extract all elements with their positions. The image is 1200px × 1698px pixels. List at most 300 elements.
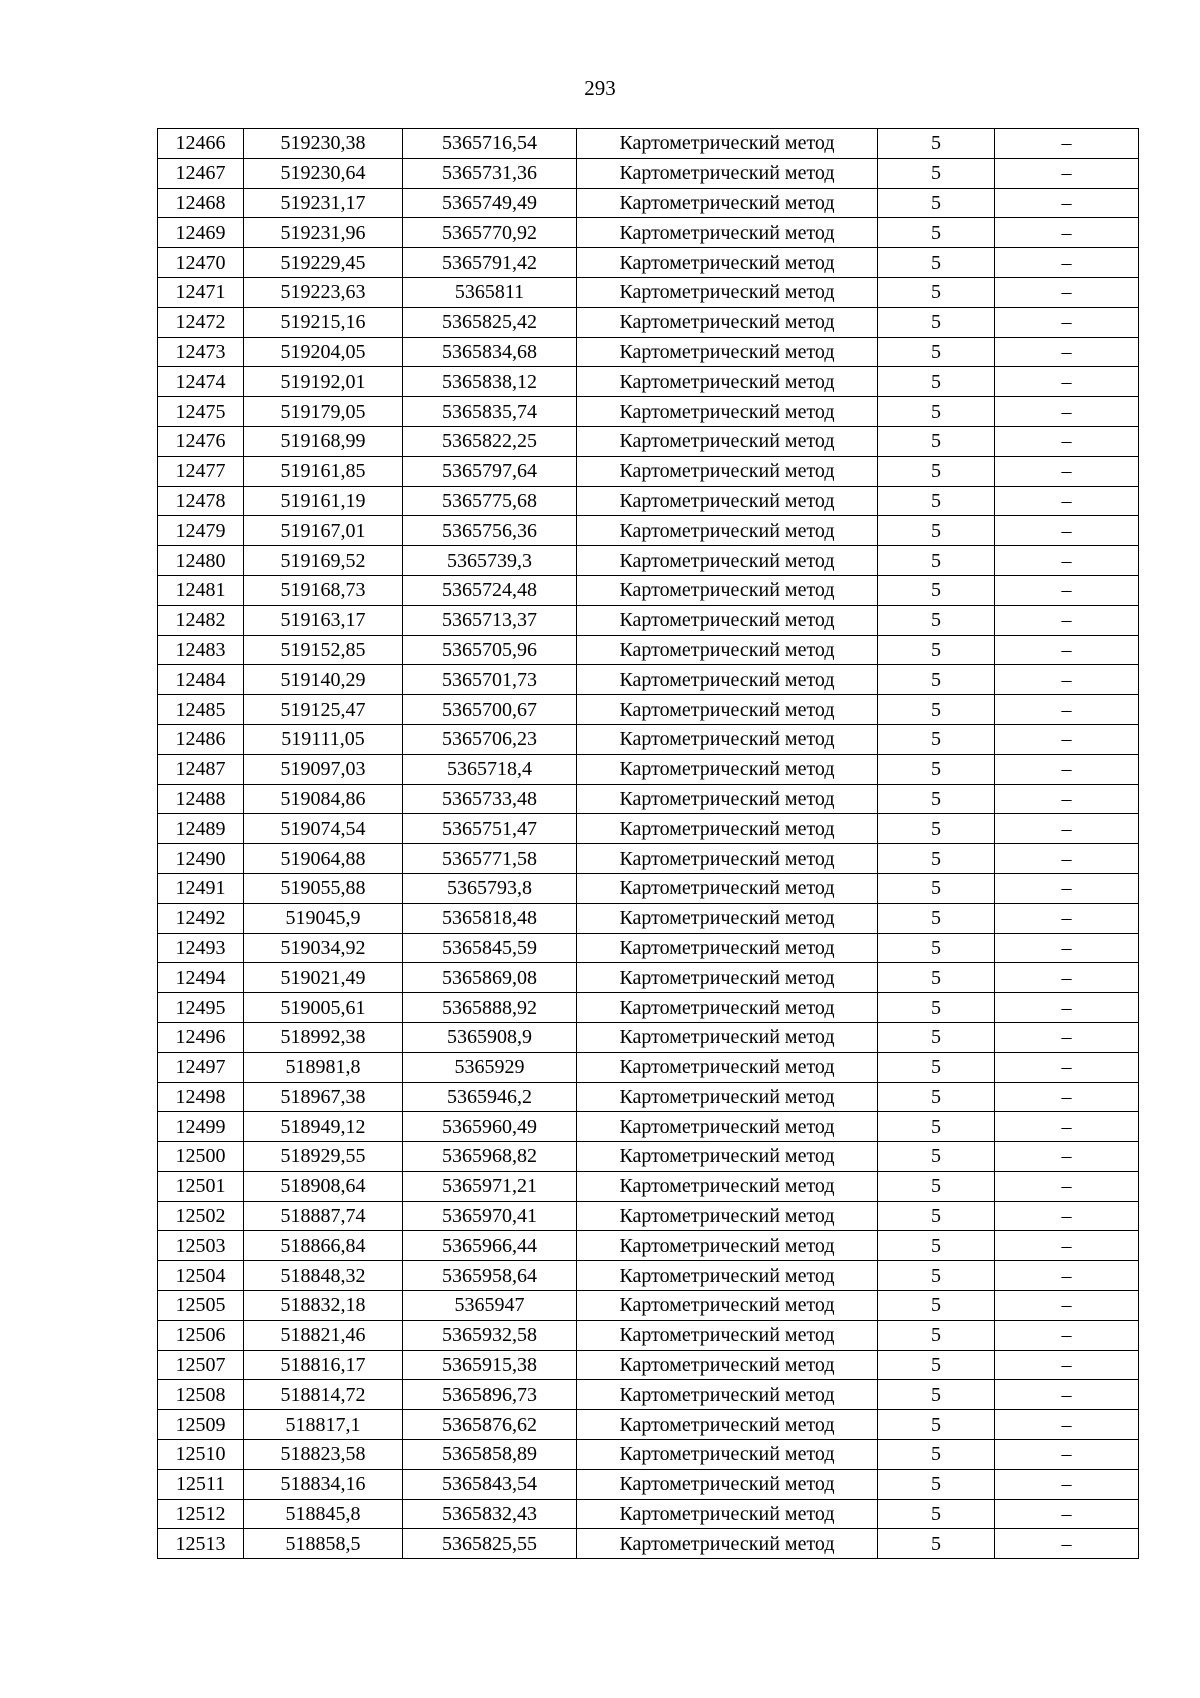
y-coordinate-cell: 5365701,73 [403,665,577,695]
method-cell: Картометрический метод [577,933,878,963]
method-cell: Картометрический метод [577,903,878,933]
accuracy-cell: 5 [878,784,995,814]
x-coordinate-cell: 519055,88 [244,873,403,903]
method-cell: Картометрический метод [577,1201,878,1231]
description-cell: – [995,1529,1139,1559]
method-cell: Картометрический метод [577,695,878,725]
description-cell: – [995,546,1139,576]
table-row [158,1142,1139,1172]
table-row [158,1440,1139,1470]
table-row [158,158,1139,188]
table-row [158,1410,1139,1440]
x-coordinate-cell: 519097,03 [244,754,403,784]
method-cell: Картометрический метод [577,1410,878,1440]
method-cell: Картометрический метод [577,367,878,397]
point-number-cell: 12482 [158,605,244,635]
table-row [158,456,1139,486]
description-cell: – [995,367,1139,397]
x-coordinate-cell: 518929,55 [244,1142,403,1172]
x-coordinate-cell: 519179,05 [244,397,403,427]
description-cell: – [995,695,1139,725]
accuracy-cell: 5 [878,129,995,159]
page-number: 293 [584,76,616,100]
x-coordinate-cell: 518967,38 [244,1082,403,1112]
table-row [158,993,1139,1023]
y-coordinate-cell: 5365947 [403,1291,577,1321]
y-coordinate-cell: 5365929 [403,1052,577,1082]
description-cell: – [995,1261,1139,1291]
table-row [158,784,1139,814]
y-coordinate-cell: 5365724,48 [403,575,577,605]
accuracy-cell: 5 [878,1440,995,1470]
accuracy-cell: 5 [878,397,995,427]
accuracy-cell: 5 [878,1529,995,1559]
table-row [158,218,1139,248]
method-cell: Картометрический метод [577,1142,878,1172]
method-cell: Картометрический метод [577,1350,878,1380]
description-cell: – [995,426,1139,456]
description-cell: – [995,903,1139,933]
point-number-cell: 12502 [158,1201,244,1231]
table-row [158,426,1139,456]
table-row [158,1469,1139,1499]
accuracy-cell: 5 [878,903,995,933]
description-cell: – [995,1410,1139,1440]
accuracy-cell: 5 [878,218,995,248]
accuracy-cell: 5 [878,307,995,337]
accuracy-cell: 5 [878,1171,995,1201]
y-coordinate-cell: 5365706,23 [403,724,577,754]
point-number-cell: 12493 [158,933,244,963]
accuracy-cell: 5 [878,1261,995,1291]
accuracy-cell: 5 [878,277,995,307]
x-coordinate-cell: 518949,12 [244,1112,403,1142]
y-coordinate-cell: 5365835,74 [403,397,577,427]
method-cell: Картометрический метод [577,397,878,427]
point-number-cell: 12507 [158,1350,244,1380]
method-cell: Картометрический метод [577,814,878,844]
accuracy-cell: 5 [878,158,995,188]
method-cell: Картометрический метод [577,605,878,635]
x-coordinate-cell: 518866,84 [244,1231,403,1261]
table-row [158,754,1139,784]
y-coordinate-cell: 5365733,48 [403,784,577,814]
table-row [158,277,1139,307]
accuracy-cell: 5 [878,814,995,844]
y-coordinate-cell: 5365968,82 [403,1142,577,1172]
x-coordinate-cell: 519229,45 [244,248,403,278]
method-cell: Картометрический метод [577,337,878,367]
table-row [158,367,1139,397]
accuracy-cell: 5 [878,1291,995,1321]
y-coordinate-cell: 5365946,2 [403,1082,577,1112]
method-cell: Картометрический метод [577,1529,878,1559]
method-cell: Картометрический метод [577,724,878,754]
method-cell: Картометрический метод [577,1320,878,1350]
y-coordinate-cell: 5365958,64 [403,1261,577,1291]
method-cell: Картометрический метод [577,546,878,576]
x-coordinate-cell: 519231,96 [244,218,403,248]
point-number-cell: 12489 [158,814,244,844]
method-cell: Картометрический метод [577,1171,878,1201]
description-cell: – [995,635,1139,665]
point-number-cell: 12467 [158,158,244,188]
description-cell: – [995,814,1139,844]
accuracy-cell: 5 [878,1380,995,1410]
table-row [158,307,1139,337]
table-row [158,188,1139,218]
point-number-cell: 12501 [158,1171,244,1201]
point-number-cell: 12492 [158,903,244,933]
method-cell: Картометрический метод [577,426,878,456]
point-number-cell: 12484 [158,665,244,695]
x-coordinate-cell: 518832,18 [244,1291,403,1321]
method-cell: Картометрический метод [577,784,878,814]
point-number-cell: 12498 [158,1082,244,1112]
x-coordinate-cell: 519111,05 [244,724,403,754]
table-row [158,695,1139,725]
y-coordinate-cell: 5365832,43 [403,1499,577,1529]
y-coordinate-cell: 5365791,42 [403,248,577,278]
point-number-cell: 12494 [158,963,244,993]
x-coordinate-cell: 518845,8 [244,1499,403,1529]
table-row [158,814,1139,844]
point-number-cell: 12486 [158,724,244,754]
y-coordinate-cell: 5365770,92 [403,218,577,248]
point-number-cell: 12497 [158,1052,244,1082]
point-number-cell: 12485 [158,695,244,725]
table-row [158,1380,1139,1410]
table-row [158,1350,1139,1380]
y-coordinate-cell: 5365811 [403,277,577,307]
x-coordinate-cell: 519168,99 [244,426,403,456]
method-cell: Картометрический метод [577,754,878,784]
table-row [158,605,1139,635]
method-cell: Картометрический метод [577,873,878,903]
description-cell: – [995,456,1139,486]
point-number-cell: 12470 [158,248,244,278]
y-coordinate-cell: 5365718,4 [403,754,577,784]
accuracy-cell: 5 [878,665,995,695]
description-cell: – [995,516,1139,546]
table-row [158,516,1139,546]
x-coordinate-cell: 519223,63 [244,277,403,307]
x-coordinate-cell: 518814,72 [244,1380,403,1410]
point-number-cell: 12471 [158,277,244,307]
point-number-cell: 12505 [158,1291,244,1321]
table-row [158,337,1139,367]
accuracy-cell: 5 [878,456,995,486]
point-number-cell: 12513 [158,1529,244,1559]
description-cell: – [995,1171,1139,1201]
accuracy-cell: 5 [878,516,995,546]
y-coordinate-cell: 5365797,64 [403,456,577,486]
y-coordinate-cell: 5365705,96 [403,635,577,665]
table-row [158,1022,1139,1052]
x-coordinate-cell: 518992,38 [244,1022,403,1052]
x-coordinate-cell: 519161,19 [244,486,403,516]
y-coordinate-cell: 5365756,36 [403,516,577,546]
x-coordinate-cell: 518887,74 [244,1201,403,1231]
y-coordinate-cell: 5365775,68 [403,486,577,516]
accuracy-cell: 5 [878,546,995,576]
x-coordinate-cell: 519140,29 [244,665,403,695]
description-cell: – [995,933,1139,963]
accuracy-cell: 5 [878,1320,995,1350]
x-coordinate-cell: 519064,88 [244,844,403,874]
y-coordinate-cell: 5365970,41 [403,1201,577,1231]
method-cell: Картометрический метод [577,158,878,188]
method-cell: Картометрический метод [577,844,878,874]
y-coordinate-cell: 5365731,36 [403,158,577,188]
description-cell: – [995,1112,1139,1142]
description-cell: – [995,1440,1139,1470]
y-coordinate-cell: 5365739,3 [403,546,577,576]
y-coordinate-cell: 5365876,62 [403,1410,577,1440]
accuracy-cell: 5 [878,1469,995,1499]
table-row [158,1171,1139,1201]
accuracy-cell: 5 [878,367,995,397]
y-coordinate-cell: 5365713,37 [403,605,577,635]
table-row [158,963,1139,993]
point-number-cell: 12480 [158,546,244,576]
x-coordinate-cell: 518981,8 [244,1052,403,1082]
description-cell: – [995,1469,1139,1499]
table-body [158,129,1139,1559]
point-number-cell: 12504 [158,1261,244,1291]
point-number-cell: 12476 [158,426,244,456]
method-cell: Картометрический метод [577,1022,878,1052]
method-cell: Картометрический метод [577,248,878,278]
point-number-cell: 12503 [158,1231,244,1261]
accuracy-cell: 5 [878,724,995,754]
table-row [158,129,1139,159]
method-cell: Картометрический метод [577,635,878,665]
description-cell: – [995,844,1139,874]
accuracy-cell: 5 [878,1201,995,1231]
table-row [158,933,1139,963]
x-coordinate-cell: 519192,01 [244,367,403,397]
description-cell: – [995,605,1139,635]
description-cell: – [995,307,1139,337]
point-number-cell: 12468 [158,188,244,218]
accuracy-cell: 5 [878,1052,995,1082]
y-coordinate-cell: 5365700,67 [403,695,577,725]
x-coordinate-cell: 518858,5 [244,1529,403,1559]
x-coordinate-cell: 519034,92 [244,933,403,963]
table-row [158,635,1139,665]
x-coordinate-cell: 518817,1 [244,1410,403,1440]
accuracy-cell: 5 [878,635,995,665]
description-cell: – [995,1291,1139,1321]
y-coordinate-cell: 5365896,73 [403,1380,577,1410]
y-coordinate-cell: 5365908,9 [403,1022,577,1052]
point-number-cell: 12472 [158,307,244,337]
x-coordinate-cell: 519161,85 [244,456,403,486]
table-row [158,844,1139,874]
point-number-cell: 12509 [158,1410,244,1440]
y-coordinate-cell: 5365793,8 [403,873,577,903]
point-number-cell: 12499 [158,1112,244,1142]
accuracy-cell: 5 [878,754,995,784]
description-cell: – [995,486,1139,516]
method-cell: Картометрический метод [577,575,878,605]
x-coordinate-cell: 519074,54 [244,814,403,844]
point-number-cell: 12475 [158,397,244,427]
point-number-cell: 12477 [158,456,244,486]
description-cell: – [995,1022,1139,1052]
point-number-cell: 12490 [158,844,244,874]
method-cell: Картометрический метод [577,665,878,695]
table-row [158,903,1139,933]
description-cell: – [995,1499,1139,1529]
method-cell: Картометрический метод [577,516,878,546]
y-coordinate-cell: 5365869,08 [403,963,577,993]
y-coordinate-cell: 5365845,59 [403,933,577,963]
x-coordinate-cell: 519045,9 [244,903,403,933]
y-coordinate-cell: 5365822,25 [403,426,577,456]
description-cell: – [995,218,1139,248]
x-coordinate-cell: 518908,64 [244,1171,403,1201]
x-coordinate-cell: 518848,32 [244,1261,403,1291]
x-coordinate-cell: 519230,38 [244,129,403,159]
method-cell: Картометрический метод [577,1231,878,1261]
y-coordinate-cell: 5365825,55 [403,1529,577,1559]
description-cell: – [995,337,1139,367]
x-coordinate-cell: 519021,49 [244,963,403,993]
y-coordinate-cell: 5365858,89 [403,1440,577,1470]
description-cell: – [995,277,1139,307]
y-coordinate-cell: 5365825,42 [403,307,577,337]
coordinates-table [157,128,1139,1559]
description-cell: – [995,1350,1139,1380]
accuracy-cell: 5 [878,1022,995,1052]
accuracy-cell: 5 [878,1499,995,1529]
y-coordinate-cell: 5365716,54 [403,129,577,159]
table-row [158,665,1139,695]
x-coordinate-cell: 519215,16 [244,307,403,337]
y-coordinate-cell: 5365818,48 [403,903,577,933]
x-coordinate-cell: 519230,64 [244,158,403,188]
accuracy-cell: 5 [878,1231,995,1261]
description-cell: – [995,1201,1139,1231]
description-cell: – [995,993,1139,1023]
point-number-cell: 12483 [158,635,244,665]
y-coordinate-cell: 5365960,49 [403,1112,577,1142]
method-cell: Картометрический метод [577,1440,878,1470]
point-number-cell: 12506 [158,1320,244,1350]
table-row [158,248,1139,278]
method-cell: Картометрический метод [577,1499,878,1529]
method-cell: Картометрический метод [577,129,878,159]
accuracy-cell: 5 [878,188,995,218]
point-number-cell: 12496 [158,1022,244,1052]
accuracy-cell: 5 [878,575,995,605]
accuracy-cell: 5 [878,993,995,1023]
y-coordinate-cell: 5365971,21 [403,1171,577,1201]
point-number-cell: 12487 [158,754,244,784]
method-cell: Картометрический метод [577,1380,878,1410]
description-cell: – [995,1320,1139,1350]
accuracy-cell: 5 [878,695,995,725]
x-coordinate-cell: 519168,73 [244,575,403,605]
y-coordinate-cell: 5365749,49 [403,188,577,218]
point-number-cell: 12508 [158,1380,244,1410]
accuracy-cell: 5 [878,1410,995,1440]
point-number-cell: 12481 [158,575,244,605]
table-row [158,1261,1139,1291]
x-coordinate-cell: 518821,46 [244,1320,403,1350]
accuracy-cell: 5 [878,873,995,903]
accuracy-cell: 5 [878,486,995,516]
description-cell: – [995,1142,1139,1172]
accuracy-cell: 5 [878,963,995,993]
method-cell: Картометрический метод [577,1469,878,1499]
point-number-cell: 12510 [158,1440,244,1470]
accuracy-cell: 5 [878,933,995,963]
point-number-cell: 12469 [158,218,244,248]
y-coordinate-cell: 5365932,58 [403,1320,577,1350]
method-cell: Картометрический метод [577,188,878,218]
y-coordinate-cell: 5365966,44 [403,1231,577,1261]
description-cell: – [995,724,1139,754]
point-number-cell: 12473 [158,337,244,367]
x-coordinate-cell: 519152,85 [244,635,403,665]
x-coordinate-cell: 519084,86 [244,784,403,814]
table-row [158,1231,1139,1261]
y-coordinate-cell: 5365771,58 [403,844,577,874]
x-coordinate-cell: 519204,05 [244,337,403,367]
point-number-cell: 12479 [158,516,244,546]
accuracy-cell: 5 [878,337,995,367]
description-cell: – [995,963,1139,993]
table-row [158,1052,1139,1082]
description-cell: – [995,575,1139,605]
description-cell: – [995,248,1139,278]
method-cell: Картометрический метод [577,307,878,337]
method-cell: Картометрический метод [577,963,878,993]
accuracy-cell: 5 [878,1112,995,1142]
x-coordinate-cell: 519167,01 [244,516,403,546]
y-coordinate-cell: 5365834,68 [403,337,577,367]
accuracy-cell: 5 [878,1142,995,1172]
accuracy-cell: 5 [878,426,995,456]
description-cell: – [995,665,1139,695]
description-cell: – [995,1380,1139,1410]
table-row [158,397,1139,427]
method-cell: Картометрический метод [577,993,878,1023]
x-coordinate-cell: 518823,58 [244,1440,403,1470]
accuracy-cell: 5 [878,1350,995,1380]
description-cell: – [995,1052,1139,1082]
point-number-cell: 12500 [158,1142,244,1172]
description-cell: – [995,1231,1139,1261]
method-cell: Картометрический метод [577,1052,878,1082]
accuracy-cell: 5 [878,1082,995,1112]
description-cell: – [995,129,1139,159]
method-cell: Картометрический метод [577,277,878,307]
table-row [158,873,1139,903]
x-coordinate-cell: 519163,17 [244,605,403,635]
x-coordinate-cell: 519169,52 [244,546,403,576]
point-number-cell: 12491 [158,873,244,903]
point-number-cell: 12474 [158,367,244,397]
x-coordinate-cell: 519231,17 [244,188,403,218]
method-cell: Картометрический метод [577,1291,878,1321]
table-row [158,575,1139,605]
y-coordinate-cell: 5365751,47 [403,814,577,844]
y-coordinate-cell: 5365838,12 [403,367,577,397]
